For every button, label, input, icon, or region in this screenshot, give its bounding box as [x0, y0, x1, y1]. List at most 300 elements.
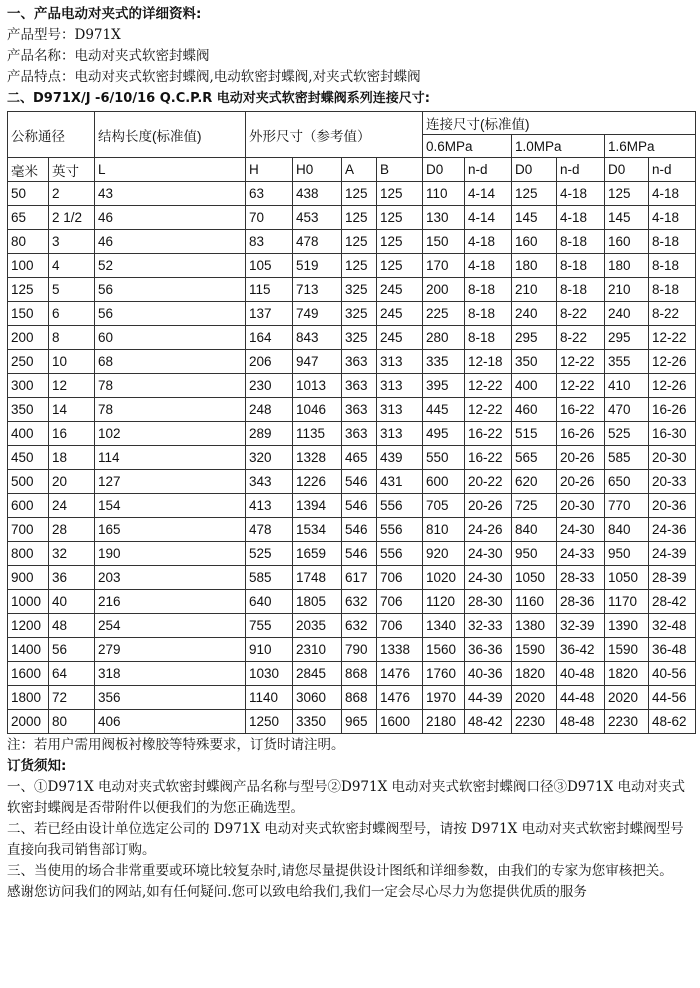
- table-row: [8, 254, 696, 278]
- table-cell: 515: [512, 422, 557, 446]
- product-model: 产品型号：D971X: [7, 27, 121, 43]
- table-cell: 1380: [512, 614, 557, 638]
- order-item-2: 二、若已经由设计单位选定公司的 D971X 电动对夹式软密封蝶阀型号，请按 D971X 电动对夹式软密封蝶阀型号直接向我司销售部订购。: [7, 821, 684, 858]
- order-item-3: 三、当使用的场合非常重要或环境比较复杂时,请您尽量提供设计图纸和详细参数，由我们的专家为您审核把关。: [7, 863, 673, 879]
- table-cell: 254: [95, 614, 246, 638]
- table-cell: 150: [8, 302, 49, 326]
- table-cell: 24-30: [557, 518, 605, 542]
- table-cell: 4-18: [557, 182, 605, 206]
- table-cell: 125: [605, 182, 649, 206]
- table-cell: 28-42: [649, 590, 696, 614]
- table-cell: 2310: [293, 638, 342, 662]
- table-cell: 868: [342, 686, 377, 710]
- table-cell: 2000: [8, 710, 49, 734]
- table-cell: 20-26: [465, 494, 512, 518]
- table-cell: 556: [377, 518, 423, 542]
- table-cell: 620: [512, 470, 557, 494]
- table-cell: 700: [8, 518, 49, 542]
- table-cell: 180: [512, 254, 557, 278]
- table-cell: 6: [49, 302, 95, 326]
- table-cell: 200: [8, 326, 49, 350]
- table-cell: 706: [377, 566, 423, 590]
- table-cell: 632: [342, 590, 377, 614]
- table-cell: 200: [423, 278, 465, 302]
- table-cell: 127: [95, 470, 246, 494]
- document-body: [7, 4, 695, 903]
- table-cell: 16: [49, 422, 95, 446]
- table-cell: 40-36: [465, 662, 512, 686]
- table-cell: 790: [342, 638, 377, 662]
- table-cell: 4-18: [557, 206, 605, 230]
- table-cell: 160: [605, 230, 649, 254]
- header-connection-dimensions: 连接尺寸(标准值): [423, 112, 696, 135]
- table-cell: 1805: [293, 590, 342, 614]
- table-cell: 70: [246, 206, 293, 230]
- table-cell: 16-22: [557, 398, 605, 422]
- table-cell: 8-22: [557, 302, 605, 326]
- table-cell: 165: [95, 518, 246, 542]
- table-cell: 325: [342, 278, 377, 302]
- table-cell: 43: [95, 182, 246, 206]
- table-cell: 363: [342, 350, 377, 374]
- table-cell: 8-18: [465, 302, 512, 326]
- table-cell: 24-30: [465, 542, 512, 566]
- table-cell: 125: [8, 278, 49, 302]
- table-cell: 410: [605, 374, 649, 398]
- table-cell: 36: [49, 566, 95, 590]
- table-cell: 56: [95, 302, 246, 326]
- table-cell: 325: [342, 302, 377, 326]
- table-cell: 1050: [605, 566, 649, 590]
- table-cell: 546: [342, 542, 377, 566]
- table-cell: 470: [605, 398, 649, 422]
- table-cell: 16-26: [557, 422, 605, 446]
- subheader-cell: H: [246, 158, 293, 182]
- subheader-cell: D0: [605, 158, 649, 182]
- table-cell: 965: [342, 710, 377, 734]
- table-cell: 1050: [512, 566, 557, 590]
- table-cell: 325: [342, 326, 377, 350]
- table-row: [8, 518, 696, 542]
- table-cell: 1600: [377, 710, 423, 734]
- table-cell: 1030: [246, 662, 293, 686]
- table-cell: 24-39: [649, 542, 696, 566]
- table-cell: 313: [377, 398, 423, 422]
- table-cell: 343: [246, 470, 293, 494]
- table-cell: 216: [95, 590, 246, 614]
- table-cell: 28-36: [557, 590, 605, 614]
- table-cell: 920: [423, 542, 465, 566]
- table-cell: 363: [342, 398, 377, 422]
- table-cell: 525: [246, 542, 293, 566]
- table-cell: 356: [95, 686, 246, 710]
- table-cell: 438: [293, 182, 342, 206]
- subheader-cell: 毫米: [8, 158, 49, 182]
- table-cell: 1170: [605, 590, 649, 614]
- table-cell: 12-22: [465, 398, 512, 422]
- table-cell: 137: [246, 302, 293, 326]
- table-cell: 100: [8, 254, 49, 278]
- dimensions-table: [7, 111, 696, 734]
- table-cell: 431: [377, 470, 423, 494]
- subheader-cell: n-d: [465, 158, 512, 182]
- table-cell: 56: [95, 278, 246, 302]
- table-row: [8, 230, 696, 254]
- table-cell: 52: [95, 254, 246, 278]
- table-cell: 203: [95, 566, 246, 590]
- table-cell: 16-30: [649, 422, 696, 446]
- table-cell: 65: [8, 206, 49, 230]
- table-cell: 350: [512, 350, 557, 374]
- product-features: 产品特点：电动对夹式软密封蝶阀,电动软密封蝶阀,对夹式软密封蝶阀: [7, 69, 421, 85]
- table-cell: 28: [49, 518, 95, 542]
- header-nominal-diameter: 公称通径: [8, 112, 95, 158]
- table-subheader-row: [8, 158, 696, 182]
- table-cell: 1534: [293, 518, 342, 542]
- table-cell: 363: [342, 374, 377, 398]
- table-cell: 44-39: [465, 686, 512, 710]
- table-cell: 1200: [8, 614, 49, 638]
- section-heading-details: 一、产品电动对夹式的详细资料:: [7, 6, 202, 22]
- table-cell: 105: [246, 254, 293, 278]
- table-cell: 225: [423, 302, 465, 326]
- table-cell: 363: [342, 422, 377, 446]
- header-outline-dimensions: 外形尺寸（参考值）: [246, 112, 423, 158]
- table-cell: 2230: [512, 710, 557, 734]
- table-cell: 12-26: [649, 374, 696, 398]
- table-cell: 840: [605, 518, 649, 542]
- table-cell: 68: [95, 350, 246, 374]
- table-cell: 56: [49, 638, 95, 662]
- table-cell: 8-18: [557, 278, 605, 302]
- table-cell: 439: [377, 446, 423, 470]
- table-cell: 3350: [293, 710, 342, 734]
- table-cell: 32: [49, 542, 95, 566]
- table-cell: 20-30: [649, 446, 696, 470]
- table-cell: 4-14: [465, 206, 512, 230]
- order-note: 注：若用户需用阀板衬橡胶等特殊要求，订货时请注明。: [7, 737, 345, 753]
- table-cell: 114: [95, 446, 246, 470]
- table-cell: 519: [293, 254, 342, 278]
- table-cell: 12-22: [557, 350, 605, 374]
- table-cell: 313: [377, 350, 423, 374]
- table-cell: 706: [377, 590, 423, 614]
- table-cell: 295: [512, 326, 557, 350]
- table-cell: 725: [512, 494, 557, 518]
- table-cell: 295: [605, 326, 649, 350]
- table-row: [8, 614, 696, 638]
- table-cell: 840: [512, 518, 557, 542]
- table-cell: 1659: [293, 542, 342, 566]
- table-cell: 48-42: [465, 710, 512, 734]
- table-cell: 16-26: [649, 398, 696, 422]
- table-row: [8, 278, 696, 302]
- table-cell: 2230: [605, 710, 649, 734]
- subheader-cell: B: [377, 158, 423, 182]
- table-cell: 8-18: [649, 254, 696, 278]
- table-cell: 8-18: [465, 326, 512, 350]
- table-cell: 72: [49, 686, 95, 710]
- table-cell: 8-18: [557, 254, 605, 278]
- table-cell: 1820: [605, 662, 649, 686]
- table-cell: 80: [8, 230, 49, 254]
- table-row: [8, 350, 696, 374]
- table-cell: 1338: [377, 638, 423, 662]
- closing-message: 感谢您访问我们的网站,如有任何疑问.您可以致电给我们,我们一定会尽心尽力为您提供优质的服务: [7, 884, 587, 900]
- table-cell: 1476: [377, 662, 423, 686]
- table-cell: 28-39: [649, 566, 696, 590]
- table-cell: 450: [8, 446, 49, 470]
- table-cell: 78: [95, 374, 246, 398]
- header-structure-length: 结构长度(标准值): [95, 112, 246, 158]
- table-cell: 1160: [512, 590, 557, 614]
- table-cell: 44-48: [557, 686, 605, 710]
- table-row: [8, 182, 696, 206]
- table-cell: 18: [49, 446, 95, 470]
- header-pressure-1-0: 1.0MPa: [512, 135, 605, 158]
- table-cell: 565: [512, 446, 557, 470]
- table-cell: 48: [49, 614, 95, 638]
- table-cell: 20-30: [557, 494, 605, 518]
- table-row: [8, 470, 696, 494]
- table-cell: 28-30: [465, 590, 512, 614]
- table-cell: 24-30: [465, 566, 512, 590]
- table-cell: 125: [342, 206, 377, 230]
- table-cell: 110: [423, 182, 465, 206]
- table-cell: 632: [342, 614, 377, 638]
- table-cell: 125: [342, 230, 377, 254]
- table-cell: 48-48: [557, 710, 605, 734]
- table-cell: 50: [8, 182, 49, 206]
- table-cell: 1140: [246, 686, 293, 710]
- table-header-row: [8, 112, 696, 135]
- table-cell: 395: [423, 374, 465, 398]
- table-cell: 1394: [293, 494, 342, 518]
- table-cell: 1748: [293, 566, 342, 590]
- table-row: [8, 566, 696, 590]
- table-cell: 279: [95, 638, 246, 662]
- table-cell: 180: [605, 254, 649, 278]
- table-cell: 12-22: [649, 326, 696, 350]
- subheader-cell: n-d: [649, 158, 696, 182]
- table-row: [8, 326, 696, 350]
- table-cell: 40: [49, 590, 95, 614]
- table-cell: 1120: [423, 590, 465, 614]
- table-cell: 125: [377, 230, 423, 254]
- table-cell: 150: [423, 230, 465, 254]
- table-cell: 8-18: [557, 230, 605, 254]
- table-cell: 46: [95, 230, 246, 254]
- table-cell: 210: [512, 278, 557, 302]
- table-cell: 453: [293, 206, 342, 230]
- table-cell: 63: [246, 182, 293, 206]
- table-row: [8, 638, 696, 662]
- table-cell: 16-22: [465, 446, 512, 470]
- table-cell: 1328: [293, 446, 342, 470]
- table-cell: 546: [342, 518, 377, 542]
- table-cell: 16-22: [465, 422, 512, 446]
- table-cell: 1820: [512, 662, 557, 686]
- table-cell: 800: [8, 542, 49, 566]
- table-cell: 1590: [605, 638, 649, 662]
- table-cell: 335: [423, 350, 465, 374]
- table-cell: 2035: [293, 614, 342, 638]
- table-cell: 868: [342, 662, 377, 686]
- table-cell: 1000: [8, 590, 49, 614]
- table-cell: 20: [49, 470, 95, 494]
- table-cell: 8: [49, 326, 95, 350]
- table-cell: 240: [512, 302, 557, 326]
- table-cell: 2: [49, 182, 95, 206]
- table-cell: 80: [49, 710, 95, 734]
- table-cell: 154: [95, 494, 246, 518]
- table-cell: 48-62: [649, 710, 696, 734]
- table-cell: 400: [8, 422, 49, 446]
- table-cell: 1226: [293, 470, 342, 494]
- table-cell: 245: [377, 326, 423, 350]
- table-cell: 313: [377, 374, 423, 398]
- table-row: [8, 398, 696, 422]
- table-cell: 8-18: [649, 278, 696, 302]
- header-pressure-1-6: 1.6MPa: [605, 135, 696, 158]
- table-cell: 40-56: [649, 662, 696, 686]
- table-cell: 164: [246, 326, 293, 350]
- table-row: [8, 662, 696, 686]
- table-cell: 585: [605, 446, 649, 470]
- table-cell: 400: [512, 374, 557, 398]
- table-cell: 8-18: [649, 230, 696, 254]
- table-cell: 465: [342, 446, 377, 470]
- table-cell: 320: [246, 446, 293, 470]
- table-cell: 190: [95, 542, 246, 566]
- table-cell: 280: [423, 326, 465, 350]
- table-cell: 36-48: [649, 638, 696, 662]
- table-cell: 4: [49, 254, 95, 278]
- table-cell: 1476: [377, 686, 423, 710]
- table-cell: 1020: [423, 566, 465, 590]
- table-cell: 706: [377, 614, 423, 638]
- table-cell: 713: [293, 278, 342, 302]
- table-cell: 5: [49, 278, 95, 302]
- table-cell: 32-48: [649, 614, 696, 638]
- table-cell: 8-22: [649, 302, 696, 326]
- table-row: [8, 542, 696, 566]
- table-cell: 125: [342, 182, 377, 206]
- table-cell: 843: [293, 326, 342, 350]
- subheader-cell: H0: [293, 158, 342, 182]
- table-cell: 2020: [605, 686, 649, 710]
- table-cell: 313: [377, 422, 423, 446]
- table-cell: 20-26: [557, 446, 605, 470]
- table-cell: 64: [49, 662, 95, 686]
- table-cell: 8-18: [465, 278, 512, 302]
- table-cell: 115: [246, 278, 293, 302]
- table-row: [8, 446, 696, 470]
- table-cell: 300: [8, 374, 49, 398]
- subheader-cell: D0: [512, 158, 557, 182]
- table-row: [8, 422, 696, 446]
- table-cell: 40-48: [557, 662, 605, 686]
- table-cell: 102: [95, 422, 246, 446]
- table-cell: 550: [423, 446, 465, 470]
- table-cell: 1400: [8, 638, 49, 662]
- table-cell: 125: [377, 206, 423, 230]
- table-cell: 546: [342, 470, 377, 494]
- table-cell: 2 1/2: [49, 206, 95, 230]
- table-cell: 1135: [293, 422, 342, 446]
- table-cell: 1250: [246, 710, 293, 734]
- table-cell: 12-26: [649, 350, 696, 374]
- table-cell: 12: [49, 374, 95, 398]
- table-cell: 406: [95, 710, 246, 734]
- table-cell: 24-33: [557, 542, 605, 566]
- table-cell: 289: [246, 422, 293, 446]
- table-cell: 125: [377, 182, 423, 206]
- table-row: [8, 494, 696, 518]
- table-cell: 1390: [605, 614, 649, 638]
- table-cell: 770: [605, 494, 649, 518]
- table-cell: 10: [49, 350, 95, 374]
- product-name: 产品名称：电动对夹式软密封蝶阀: [7, 48, 210, 64]
- table-cell: 36-42: [557, 638, 605, 662]
- table-row: [8, 302, 696, 326]
- table-cell: 44-56: [649, 686, 696, 710]
- table-row: [8, 374, 696, 398]
- table-cell: 1760: [423, 662, 465, 686]
- table-cell: 125: [342, 254, 377, 278]
- table-cell: 2845: [293, 662, 342, 686]
- table-cell: 32-39: [557, 614, 605, 638]
- table-cell: 617: [342, 566, 377, 590]
- table-cell: 318: [95, 662, 246, 686]
- table-cell: 947: [293, 350, 342, 374]
- table-cell: 650: [605, 470, 649, 494]
- table-cell: 28-33: [557, 566, 605, 590]
- table-cell: 810: [423, 518, 465, 542]
- table-cell: 250: [8, 350, 49, 374]
- header-pressure-0-6: 0.6MPa: [423, 135, 512, 158]
- table-cell: 900: [8, 566, 49, 590]
- table-cell: 600: [423, 470, 465, 494]
- table-cell: 36-36: [465, 638, 512, 662]
- table-cell: 556: [377, 542, 423, 566]
- table-cell: 600: [8, 494, 49, 518]
- subheader-cell: 英寸: [49, 158, 95, 182]
- table-cell: 749: [293, 302, 342, 326]
- table-cell: 160: [512, 230, 557, 254]
- order-item-1: 一、①D971X 电动对夹式软密封蝶阀产品名称与型号②D971X 电动对夹式软密封蝶阀口径③D971X 电动对夹式软密封蝶阀是否带附件以便我们的为您正确选型。: [7, 779, 685, 816]
- table-cell: 413: [246, 494, 293, 518]
- table-cell: 4-18: [465, 230, 512, 254]
- subheader-cell: D0: [423, 158, 465, 182]
- table-cell: 546: [342, 494, 377, 518]
- table-cell: 130: [423, 206, 465, 230]
- table-cell: 910: [246, 638, 293, 662]
- table-cell: 1800: [8, 686, 49, 710]
- table-cell: 145: [512, 206, 557, 230]
- table-cell: 640: [246, 590, 293, 614]
- table-cell: 20-22: [465, 470, 512, 494]
- table-cell: 145: [605, 206, 649, 230]
- table-cell: 125: [512, 182, 557, 206]
- table-cell: 32-33: [465, 614, 512, 638]
- table-cell: 248: [246, 398, 293, 422]
- table-cell: 500: [8, 470, 49, 494]
- table-cell: 240: [605, 302, 649, 326]
- subheader-cell: A: [342, 158, 377, 182]
- table-cell: 1046: [293, 398, 342, 422]
- table-cell: 495: [423, 422, 465, 446]
